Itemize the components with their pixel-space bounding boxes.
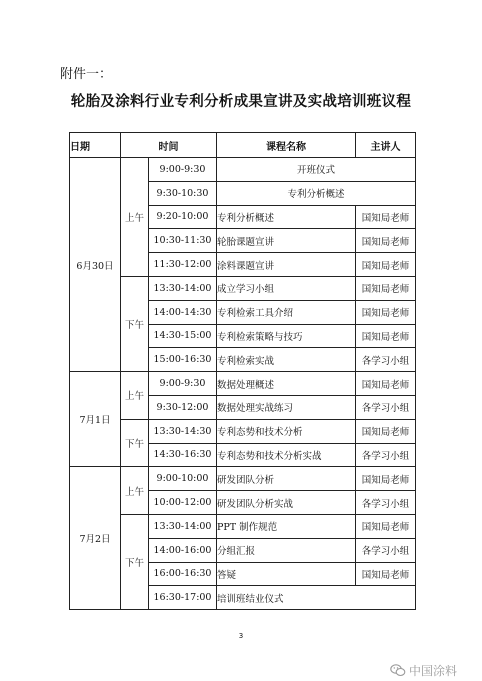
time-cell: 10:30-11:30 [149, 229, 217, 253]
document-title: 轮胎及涂料行业专利分析成果宣讲及实战培训班议程 [70, 94, 412, 110]
watermark-text: 中国涂料 [409, 664, 458, 678]
course-cell: 专利态势和技术分析 [217, 419, 356, 443]
time-cell: 16:00-16:30 [149, 562, 217, 586]
speaker-cell: 各学习小组 [356, 491, 416, 515]
speaker-cell: 国知局老师 [356, 276, 416, 300]
time-cell: 13:30-14:30 [149, 419, 217, 443]
time-cell: 13:30-14:00 [149, 514, 217, 538]
period-cell: 上午 [121, 158, 149, 277]
course-cell: 分组汇报 [217, 538, 356, 562]
course-cell: 数据处理实战练习 [217, 395, 356, 419]
course-cell: 轮胎课题宣讲 [217, 229, 356, 253]
watermark [390, 662, 457, 679]
date-cell: 7月1日 [70, 372, 121, 467]
table-row [70, 372, 416, 396]
speaker-cell: 国知局老师 [356, 514, 416, 538]
course-cell: 专利分析概述 [217, 205, 356, 229]
header-time: 时间 [121, 133, 217, 158]
speaker-cell: 国知局老师 [356, 372, 416, 396]
time-cell: 14:00-16:00 [149, 538, 217, 562]
time-cell: 16:30-17:00 [149, 586, 217, 610]
time-cell: 14:00-14:30 [149, 300, 217, 324]
time-cell: 9:00-9:30 [149, 372, 217, 396]
course-cell: 答疑 [217, 562, 356, 586]
period-cell: 上午 [121, 467, 149, 515]
course-cell: 专利检索工具介绍 [217, 300, 356, 324]
speaker-cell: 各学习小组 [356, 348, 416, 372]
course-cell: 培训班结业仪式 [217, 586, 416, 610]
time-cell: 9:20-10:00 [149, 205, 217, 229]
course-cell: 专利分析概述 [217, 181, 416, 205]
speaker-cell: 国知局老师 [356, 253, 416, 277]
speaker-cell: 国知局老师 [356, 229, 416, 253]
course-cell: 专利检索策略与技巧 [217, 324, 356, 348]
time-cell: 9:00-9:30 [149, 158, 217, 182]
course-cell: 专利态势和技术分析实战 [217, 443, 356, 467]
table-row [70, 514, 416, 538]
period-cell: 上午 [121, 372, 149, 420]
table-row [70, 276, 416, 300]
date-cell: 7月2日 [70, 467, 121, 610]
speaker-cell: 国知局老师 [356, 562, 416, 586]
course-cell: 专利检索实战 [217, 348, 356, 372]
date-cell: 6月30日 [70, 158, 121, 372]
time-cell: 13:30-14:00 [149, 276, 217, 300]
speaker-cell: 各学习小组 [356, 443, 416, 467]
speaker-cell: 国知局老师 [356, 324, 416, 348]
wechat-icon [390, 664, 406, 677]
speaker-cell: 各学习小组 [356, 395, 416, 419]
course-cell: 开班仪式 [217, 158, 416, 182]
period-cell: 下午 [121, 514, 149, 609]
period-cell: 下午 [121, 419, 149, 467]
time-cell: 10:00-12:00 [149, 491, 217, 515]
table-header-row [70, 133, 416, 158]
table-row [70, 158, 416, 182]
period-cell: 下午 [121, 276, 149, 371]
time-cell: 14:30-16:30 [149, 443, 217, 467]
speaker-cell: 国知局老师 [356, 205, 416, 229]
course-cell: 涂料课题宣讲 [217, 253, 356, 277]
time-cell: 15:00-16:30 [149, 348, 217, 372]
time-cell: 9:00-10:00 [149, 467, 217, 491]
time-cell: 9:30-10:30 [149, 181, 217, 205]
header-speaker: 主讲人 [356, 133, 416, 158]
speaker-cell: 各学习小组 [356, 538, 416, 562]
page-number: 3 [238, 632, 244, 640]
attachment-label: 附件一： [60, 67, 113, 82]
schedule-body [70, 158, 416, 610]
course-cell: PPT 制作规范 [217, 514, 356, 538]
speaker-cell: 国知局老师 [356, 300, 416, 324]
time-cell: 14:30-15:00 [149, 324, 217, 348]
table-row [70, 419, 416, 443]
speaker-cell: 国知局老师 [356, 419, 416, 443]
header-course: 课程名称 [217, 133, 356, 158]
header-date: 日期 [70, 133, 121, 158]
course-cell: 数据处理概述 [217, 372, 356, 396]
course-cell: 成立学习小组 [217, 276, 356, 300]
time-cell: 9:30-12:00 [149, 395, 217, 419]
schedule-table [69, 132, 416, 610]
table-row [70, 467, 416, 491]
course-cell: 研发团队分析 [217, 467, 356, 491]
time-cell: 11:30-12:00 [149, 253, 217, 277]
course-cell: 研发团队分析实战 [217, 491, 356, 515]
speaker-cell: 国知局老师 [356, 467, 416, 491]
